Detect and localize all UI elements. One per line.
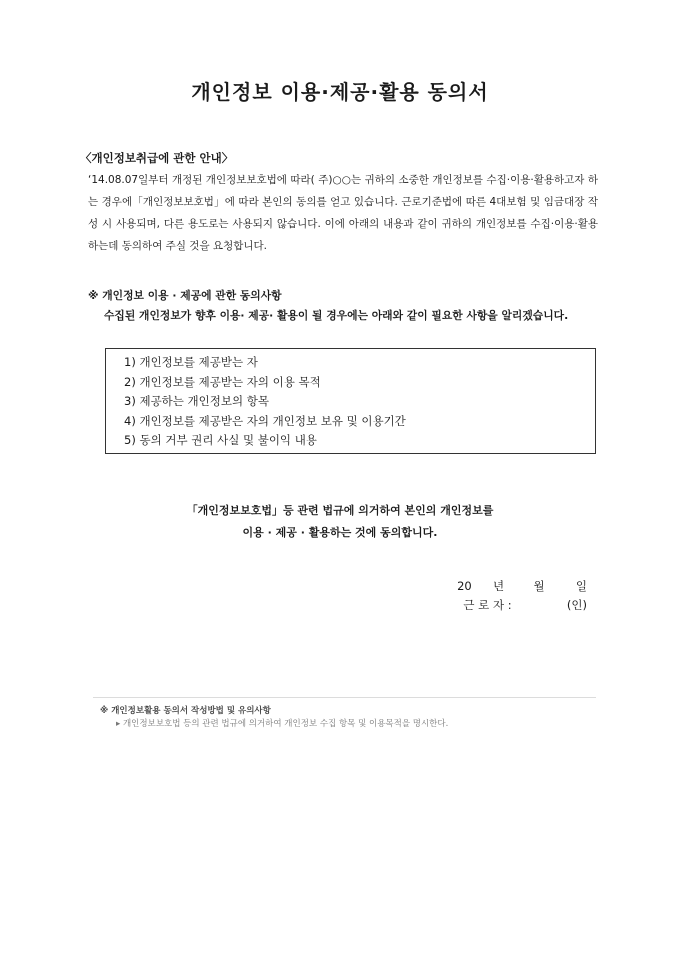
consent-item: 5) 동의 거부 권리 사실 및 불이익 내용 (124, 433, 317, 447)
consent-item: 2) 개인정보를 제공받는 자의 이용 목적 (124, 374, 321, 389)
day-label: 일 (575, 579, 587, 593)
agreement-statement (0, 500, 680, 544)
consent-heading: ※ 개인정보 이용 · 제공에 관한 동의사항 (88, 289, 282, 302)
year-prefix: 20 (457, 579, 472, 593)
agreement-line-1: 「개인정보보호법」등 관련 법규에 의거하여 본인의 개인정보를 (186, 504, 494, 517)
guide-body: ‘14.08.07일부터 개정된 개인정보보호법에 따라( 주)○○는 귀하의 소중한 개인정보를 수집·이용·활용하고자 하는 경우에「개인정보보호법」에 따라 본인의 동의를 얻고 있습니다. 근로기준법에 따른 4대보험 및 임금대장 작성 시 사용되며, 다른 용도로는 사용되지 않습니다. 이에 아래의 내용과 같이 귀하의 개인정보를 수집·이용·활용하는데 동의하여 주실 것을 요청합니다. (88, 174, 598, 252)
footnote-divider (93, 697, 596, 698)
consent-item: 3) 제공하는 개인정보의 항목 (124, 394, 269, 408)
month-label: 월 (533, 579, 545, 593)
footnote-heading: ※ 개인정보활용 동의서 작성방법 및 유의사항 (100, 706, 271, 716)
date-line (457, 578, 587, 594)
agreement-line-2: 이용 · 제공 · 활용하는 것에 동의합니다. (242, 526, 438, 539)
consent-item: 1) 개인정보를 제공받는 자 (124, 355, 258, 369)
seal-label: (인) (566, 598, 587, 612)
consent-item: 4) 개인정보를 제공받은 자의 개인정보 보유 및 이용기간 (124, 413, 406, 428)
year-label: 년 (493, 579, 505, 593)
consent-body: 수집된 개인정보가 향후 이용· 제공· 활용이 될 경우에는 아래와 같이 필요한 사항을 알리겠습니다. (104, 309, 569, 322)
consent-items-box (105, 348, 596, 454)
worker-signature-line (463, 597, 587, 613)
guide-heading: 〈개인정보취급에 관한 안내〉 (80, 151, 234, 165)
footnote-body: ▸ 개인정보보호법 등의 관련 법규에 의거하여 개인정보 수집 항목 및 이용목적을 명시한다. (116, 719, 449, 729)
document-title: 개인정보 이용·제공·활용 동의서 (191, 80, 489, 104)
worker-label: 근 로 자 : (463, 598, 512, 612)
